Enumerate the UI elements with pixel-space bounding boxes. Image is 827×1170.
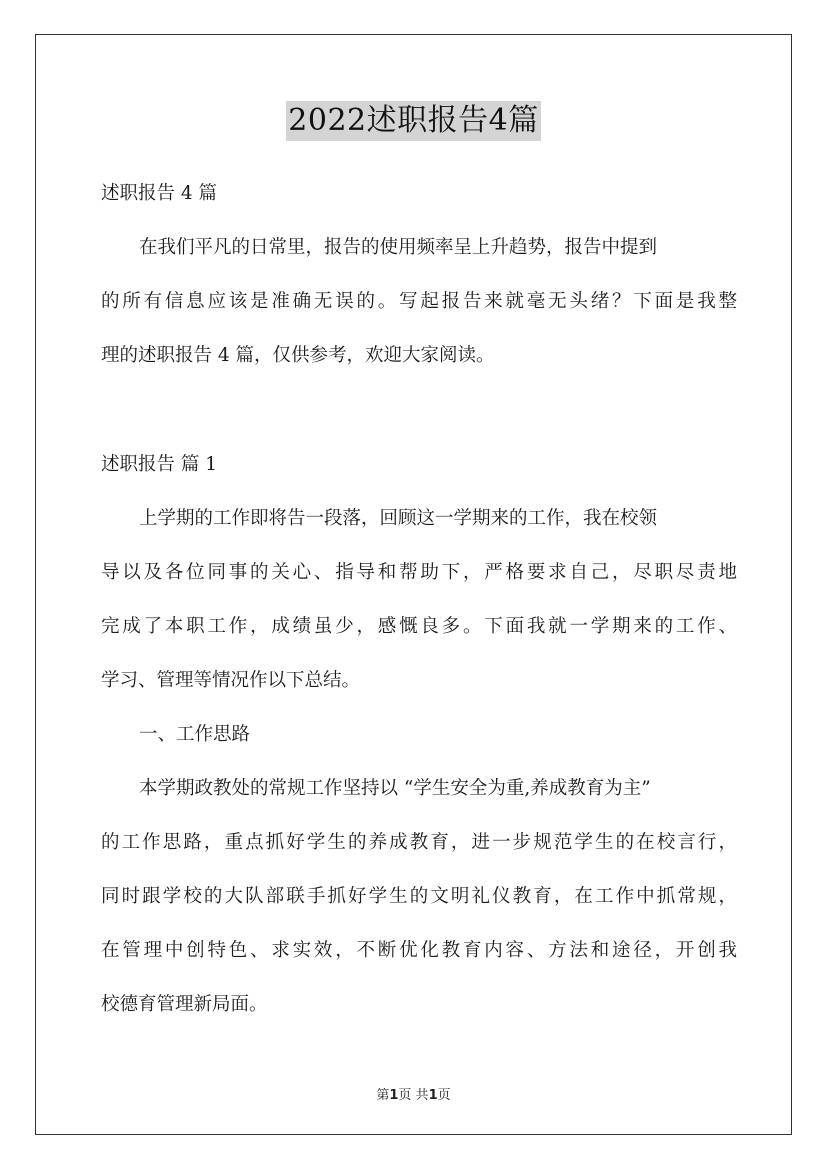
para1-line-4: 学习、管理等情况作以下总结。 bbox=[101, 670, 361, 691]
document-subtitle: 述职报告 4 篇 bbox=[101, 183, 218, 204]
para2-line-5: 校德育管理新局面。 bbox=[101, 994, 268, 1015]
para1-line-2: 导以及各位同事的关心、指导和帮助下，严格要求自己，尽职尽责地 bbox=[101, 562, 737, 583]
footer-mid: 页 共 bbox=[398, 1088, 429, 1103]
para1-line-1: 上学期的工作即将告一段落，回顾这一学期来的工作，我在校领 bbox=[139, 508, 658, 529]
intro-line-3: 理的述职报告 4 篇，仅供参考，欢迎大家阅读。 bbox=[101, 345, 495, 366]
subheading-work-approach: 一、工作思路 bbox=[139, 724, 251, 745]
para2-line-1: 本学期政教处的常规工作坚持以 “学生安全为重,养成教育为主” bbox=[139, 778, 651, 799]
footer-prefix: 第 bbox=[376, 1088, 390, 1103]
para2-line-4: 在管理中创特色、求实效，不断优化教育内容、方法和途径，开创我 bbox=[101, 940, 737, 961]
footer-total-pages: 1 bbox=[428, 1088, 438, 1103]
para2-line-2: 的工作思路，重点抓好学生的养成教育，进一步规范学生的在校言行， bbox=[101, 832, 737, 853]
para2-line-3: 同时跟学校的大队部联手抓好学生的文明礼仪教育，在工作中抓常规， bbox=[101, 886, 737, 907]
page-footer bbox=[0, 1084, 827, 1103]
intro-line-2: 的所有信息应该是准确无误的。写起报告来就毫无头绪？下面是我整 bbox=[101, 291, 737, 312]
footer-page-number: 1 bbox=[389, 1088, 399, 1103]
para1-line-3: 完成了本职工作，成绩虽少，感慨良多。下面我就一学期来的工作、 bbox=[101, 616, 737, 637]
footer-suffix: 页 bbox=[437, 1088, 451, 1103]
document-title: 2022述职报告4篇 bbox=[286, 101, 540, 141]
intro-line-1: 在我们平凡的日常里，报告的使用频率呈上升趋势，报告中提到 bbox=[139, 237, 658, 258]
section-heading: 述职报告 篇 1 bbox=[101, 454, 218, 475]
title-container bbox=[0, 101, 827, 141]
